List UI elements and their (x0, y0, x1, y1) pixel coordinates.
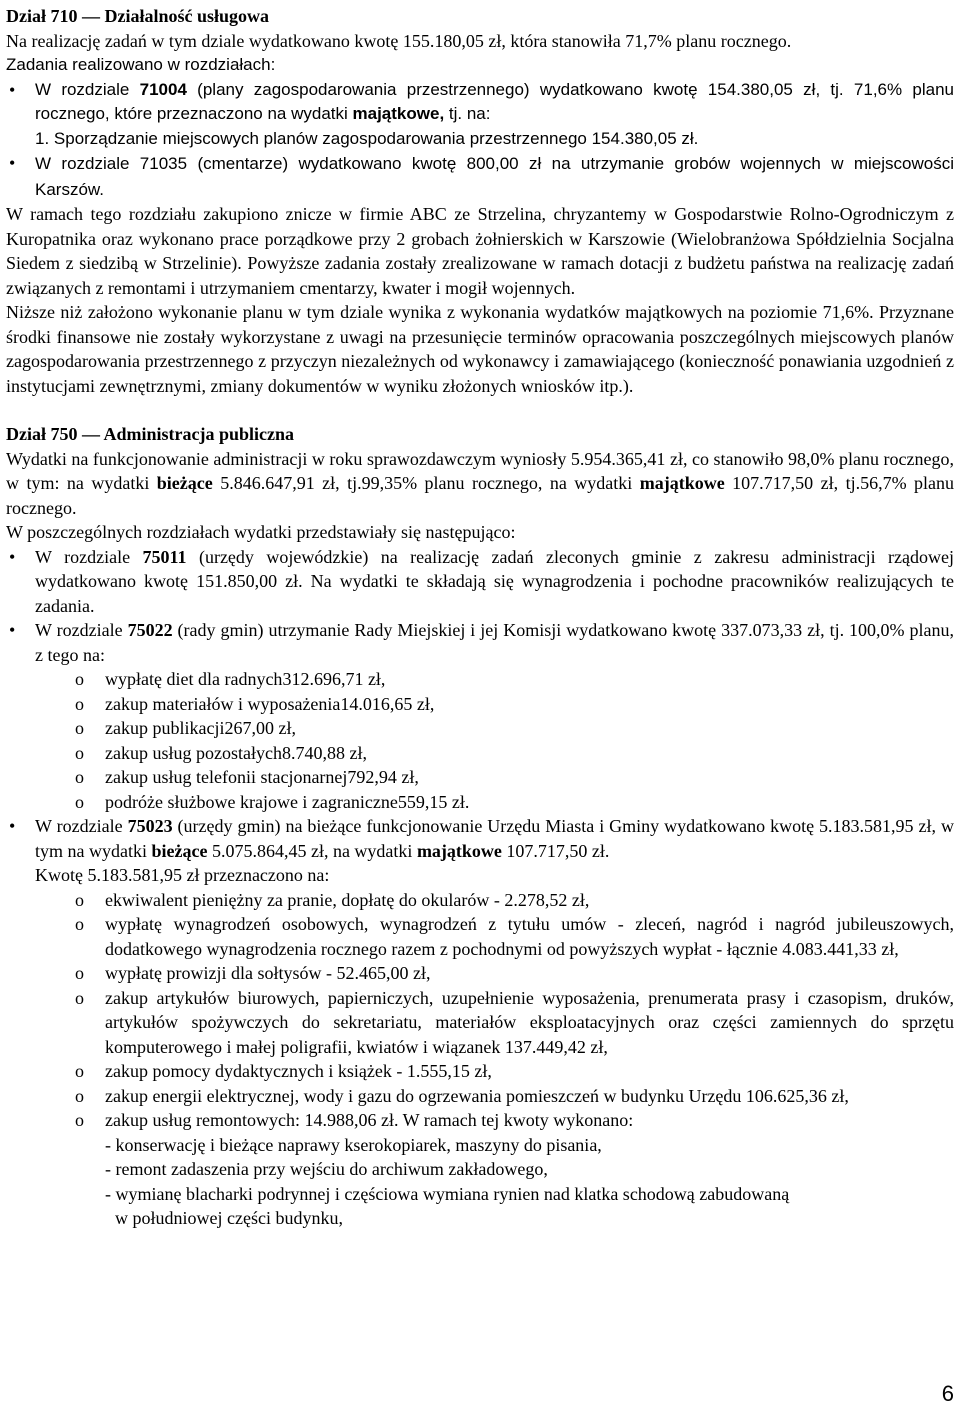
paragraph: Niższe niż założono wykonanie planu w tym dziale wynika z wykonania wydatków majątkowych na poziomie 71,6%. Przyznane środki finansowe nie zostały wykorzystane z uwagi na przesunięcie terminów opracowania poszczególnych miejscowych planów zagospodarowania przestrzennego z przyczyn niezależnych od wykonawcy i zamawiającego (konieczność ponawiania uzgodnień z instytucjami zewnętrznymi, zmiany dokumentów w wyniku złożonych wniosków itp.). (6, 302, 954, 396)
bullet-list (6, 78, 954, 127)
list-item (6, 814, 954, 888)
circle-bullet-icon: o (75, 1061, 84, 1081)
list-item: o zakup materiałów i wyposażenia14.016,65 zł, (6, 692, 954, 717)
circle-bullet-icon: o (75, 889, 84, 910)
list-item: o zakup usług pozostałych8.740,88 zł, (6, 741, 954, 766)
circle-bullet-icon: o (75, 963, 84, 983)
list-item: o zakup usług telefonii stacjonarnej792,94 zł, (6, 765, 954, 790)
list-item: o zakup pomocy dydaktycznych i książek - 1.555,15 zł, (6, 1059, 954, 1084)
list-item-text: Kwotę 5.183.581,95 zł przeznaczono na: (35, 865, 330, 885)
paragraph: Zadania realizowano w rozdziałach: (6, 55, 276, 74)
list-item-text: W rozdziale 75022 (rady gmin) utrzymanie Rady Miejskiej i jej Komisji wydatkowano kwotę 337.073,33 zł, tj. 100,0% planu, z tego na: (35, 620, 954, 665)
section-heading-710: Dział 710 — Działalność usługowa (6, 6, 270, 26)
page-number: 6 (941, 1380, 954, 1406)
list-item (6, 78, 954, 127)
list-item: o zakup usług remontowych: 14.988,06 zł. W ramach tej kwoty wykonano: (6, 1108, 954, 1133)
section-heading-750: Dział 750 — Administracja publiczna (6, 424, 295, 444)
bullet-icon: • (9, 816, 16, 836)
list-item-text: W rozdziale 71004 (plany zagospodarowania przestrzennego) wydatkowano kwotę 154.380,05 zł, tj. 71,6% planu rocznego, które przeznaczono na wydatki majątkowe, tj. na: (35, 79, 954, 123)
circle-bullet-icon: o (75, 791, 84, 812)
section-number: Dział 750 (6, 424, 78, 444)
list-item (6, 151, 954, 202)
circle-bullet-icon: o (75, 1110, 84, 1130)
sub-list-75022 (6, 667, 954, 814)
list-item: o zakup energii elektrycznej, wody i gazu do ogrzewania pomieszczeń w budynku Urzędu 106.625,36 zł, (6, 1084, 954, 1109)
sub-list-75023 (6, 888, 954, 1133)
circle-bullet-icon: o (75, 718, 84, 738)
paragraph: W ramach tego rozdziału zakupiono znicze w firmie ABC ze Strzelina, chryzantemy w Gospodarstwie Rolno-Ogrodniczym z Kuropatnika oraz wykonano prace porządkowe przy 2 grobach żołnierskich w Karszowie (Wielobranżowa Spółdzielnia Socjalna Siedem z siedzibą w Strzelinie). Powyższe zadania zostały zrealizowane w ramach dotacji z budżetu państwa na realizację zadań związanych z remontami i utrzymaniem cmentarzy, kwater i mogił wojennych. (6, 204, 954, 298)
bullet-icon: • (9, 153, 16, 173)
list-item (6, 545, 954, 619)
list-item: o wypłatę wynagrodzeń osobowych, wynagrodzeń z tytułu umów - zleceń, nagród i nagród jubileuszowych, dodatkowego wynagrodzenia rocznego razem z pochodnymi od powyższych wypłat - łącznie 4.083.441,33 zł, (75, 914, 954, 959)
section-number: Dział 710 (6, 6, 78, 26)
list-item (6, 618, 954, 667)
bullet-icon: • (9, 79, 16, 100)
list-item: o zakup artykułów biurowych, papierniczych, uzupełnienie wyposażenia, prenumerata prasy i czasopism, druków, artykułów spożywczych do sekretariatu, materiałów eksploatacyjnych oraz części zamiennych do sprzętu komputerowego i małej poligrafii, kwiatów i wiązanek 137.449,42 zł, (75, 987, 954, 1057)
circle-bullet-icon: o (75, 914, 84, 934)
bullet-icon: • (9, 620, 16, 640)
list-item: o podróże służbowe krajowe i zagraniczne559,15 zł. (6, 790, 954, 815)
bullet-icon: • (9, 546, 16, 567)
paragraph: W poszczególnych rozdziałach wydatki przedstawiały się następująco: (6, 522, 516, 542)
list-item-text: W rozdziale 71035 (cmentarze) wydatkowano kwotę 800,00 zł na utrzymanie grobów wojennych w miejscowości Karszów. (35, 154, 954, 199)
dash-item: - remont zadaszenia przy wejściu do archiwum zakładowego, (105, 1159, 548, 1179)
circle-bullet-icon: o (75, 742, 84, 763)
list-item-text: W rozdziale 75011 (urzędy wojewódzkie) na realizację zadań zleconych gminie z zakresu administracji rządowej wydatkowano kwotę 151.850,00 zł. Na wydatki te składają się wynagrodzenia i pochodne pracowników realizujących te zadania. (35, 546, 954, 616)
paragraph: Na realizację zadań w tym dziale wydatkowano kwotę 155.180,05 zł, która stanowiła 71,7% planu rocznego. (6, 30, 792, 51)
circle-bullet-icon: o (75, 693, 84, 714)
list-item: o zakup publikacji267,00 zł, (6, 716, 954, 741)
circle-bullet-icon: o (75, 987, 84, 1008)
list-item: o wypłatę prowizji dla sołtysów - 52.465,00 zł, (6, 961, 954, 986)
list-item: o ekwiwalent pieniężny za pranie, dopłatę do okularów - 2.278,52 zł, (6, 888, 954, 913)
bullet-list (6, 545, 954, 668)
paragraph: Wydatki na funkcjonowanie administracji w roku sprawozdawczym wyniosły 5.954.365,41 zł, co stanowiło 98,0% planu rocznego, w tym: na wydatki bieżące 5.846.647,91 zł, tj.99,35% planu rocznego, na wydatki majątkowe 107.717,50 zł, tj.56,7% planu rocznego. (6, 448, 954, 518)
circle-bullet-icon: o (75, 1085, 84, 1106)
list-item-text: W rozdziale 75023 (urzędy gmin) na bieżące funkcjonowanie Urzędu Miasta i Gminy wydatkowano kwotę 5.183.581,95 zł, w tym na wydatki bieżące 5.075.864,45 zł, na wydatki majątkowe 107.717,50 zł. (35, 816, 954, 861)
section-title: Administracja publiczna (103, 424, 295, 444)
list-item: o wypłatę diet dla radnych312.696,71 zł, (6, 667, 954, 692)
circle-bullet-icon: o (75, 669, 84, 689)
bullet-list (6, 151, 954, 202)
section-title: Działalność usługowa (104, 6, 270, 26)
dash-item: - konserwację i bieżące naprawy kserokopiarek, maszyny do pisania, (105, 1134, 602, 1155)
dash-item: w południowej części budynku, (115, 1208, 343, 1228)
numbered-item: 1. Sporządzanie miejscowych planów zagospodarowania przestrzennego 154.380,05 zł. (35, 128, 699, 148)
dash-item: - wymianę blacharki podrynnej i częściowa wymiana rynien nad klatka schodową zabudowaną (105, 1183, 790, 1204)
circle-bullet-icon: o (75, 767, 84, 787)
bullet-list (6, 814, 954, 888)
